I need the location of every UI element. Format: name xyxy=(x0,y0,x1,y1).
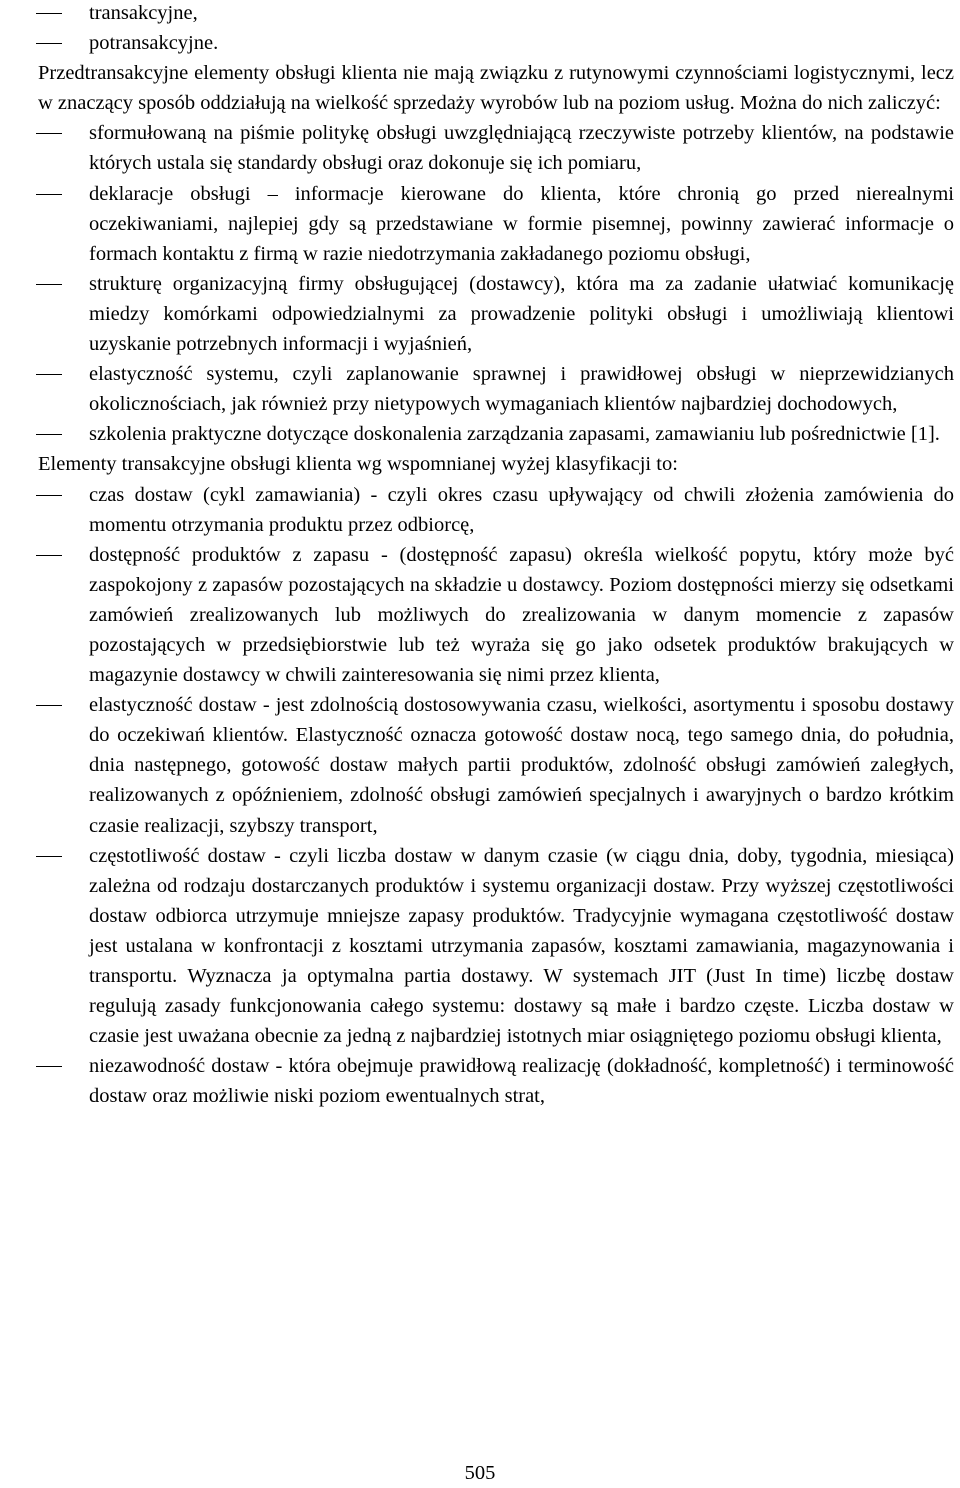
page-number: 505 xyxy=(464,1462,496,1484)
list-item-text: deklaracje obsługi – informacje kierowane do klienta, które chronią go przed nierealnymi oczekiwaniami, najlepiej gdy są przedstawiane w formie pisemnej, powinny zawierać informacje o formach kontaktu z firmą w razie niedotrzymania zakładanego poziomu obsługi, xyxy=(89,182,954,265)
list-item-text: strukturę organizacyjną firmy obsługującej (dostawcy), która ma za zadanie ułatwiać komunikację miedzy komórkami odpowiedzialnymi za prowadzenie polityki obsługi i umożliwiają klientowi uzyskanie potrzebnych informacji i wyjaśnień, xyxy=(89,272,954,356)
list-item xyxy=(38,28,954,58)
list-item-text: elastyczność dostaw - jest zdolnością dostosowywania czasu, wielkości, asortymentu i sposobu dostawy do oczekiwań klientów. Elastyczność oznacza gotowość dostaw nocą, tego samego dnia, do południa, dnia następnego, gotowość dostaw małych partii produktów, zdolność obsługi zamówień zaległych, realizowanych z opóźnieniem, zdolność obsługi zamówień specjalnych i awaryjnych o bardzo krótkim czasie realizacji, szybszy transport, xyxy=(89,694,954,837)
paragraph xyxy=(38,58,954,118)
list-item xyxy=(38,841,954,1052)
list-item xyxy=(38,269,954,359)
paragraph-text: Przedtransakcyjne elementy obsługi klienta nie mają związku z rutynowymi czynnościami logistycznymi, lecz w znaczący sposób oddziałują na wielkość sprzedaży wyrobów lub na poziom usług. Można do nich zaliczyć: xyxy=(38,62,954,115)
list-item xyxy=(38,1051,954,1111)
list-item-text: transakcyjne, xyxy=(89,2,198,24)
list-item-text: szkolenia praktyczne dotyczące doskonalenia zarządzania zapasami, zamawianiu lub pośrednictwie [1]. xyxy=(89,423,940,446)
list-item-text: czas dostaw (cykl zamawiania) - czyli okres czasu upływający od chwili złożenia zamówienia do momentu otrzymania produktu przez odbiorcę, xyxy=(89,483,954,536)
list-item xyxy=(38,419,954,449)
list-item xyxy=(38,480,954,540)
list-item-text: częstotliwość dostaw - czyli liczba dostaw w danym czasie (w ciągu dnia, doby, tygodnia, miesiąca) zależna od rodzaju dostarczanych produktów i systemu organizacji dostaw. Przy wyższej częstotliwości dostaw odbiorca utrzymuje mniejsze zapasy produktów. Tradycyjnie wymagana częstotliwość dostaw jest ustalana w konfrontacji z kosztami utrzymania zapasów, kosztami zamawiania, magazynowania i transportu. Wyznacza ja optymalna partia dostawy. W systemach JIT (Just In time) liczbę dostaw regulują zasady funkcjonowania całego systemu: dostawy są małe i bardzo częste. Liczba dostaw w czasie jest uważana obecnie za jedną z najbardziej istotnych miar osiągniętego poziomu obsługi klienta, xyxy=(89,844,954,1048)
list-item-text: potransakcyjne. xyxy=(89,32,219,55)
list-item xyxy=(38,690,954,840)
list-item-text: sformułowaną na piśmie politykę obsługi uwzględniającą rzeczywiste potrzeby klientów, na podstawie których ustala się standardy obsługi oraz dokonuje się ich pomiaru, xyxy=(89,122,954,175)
list-item xyxy=(38,540,954,690)
list-item xyxy=(38,0,954,28)
list-item-text: elastyczność systemu, czyli zaplanowanie sprawnej i prawidłowej obsługi w nieprzewidzianych okolicznościach, jak również przy nietypowych wymaganiach klientów najbardziej dochodowych, xyxy=(89,363,954,416)
list-item xyxy=(38,359,954,419)
paragraph-text: Elementy transakcyjne obsługi klienta wg wspomnianej wyżej klasyfikacji to: xyxy=(38,453,678,476)
list-item xyxy=(38,118,954,178)
list-item xyxy=(38,179,954,269)
list-item-text: niezawodność dostaw - która obejmuje prawidłową realizację (dokładność, kompletność) i terminowość dostaw oraz możliwie niski poziom ewentualnych strat, xyxy=(89,1055,954,1108)
body-text xyxy=(38,0,954,1111)
list-item-text: dostępność produktów z zapasu - (dostępność zapasu) określa wielkość popytu, który może być zaspokojony z zapasów pozostających na składzie u dostawcy. Poziom dostępności mierzy się odsetkami zamówień zrealizowanych lub możliwych do zrealizowania w danym momencie z zapasów pozostających w przedsiębiorstwie lub też wyraża się go jako odsetek produktów brakujących w magazynie dostawcy w chwili zainteresowania się nimi przez klienta, xyxy=(89,543,954,687)
paragraph xyxy=(38,449,954,479)
